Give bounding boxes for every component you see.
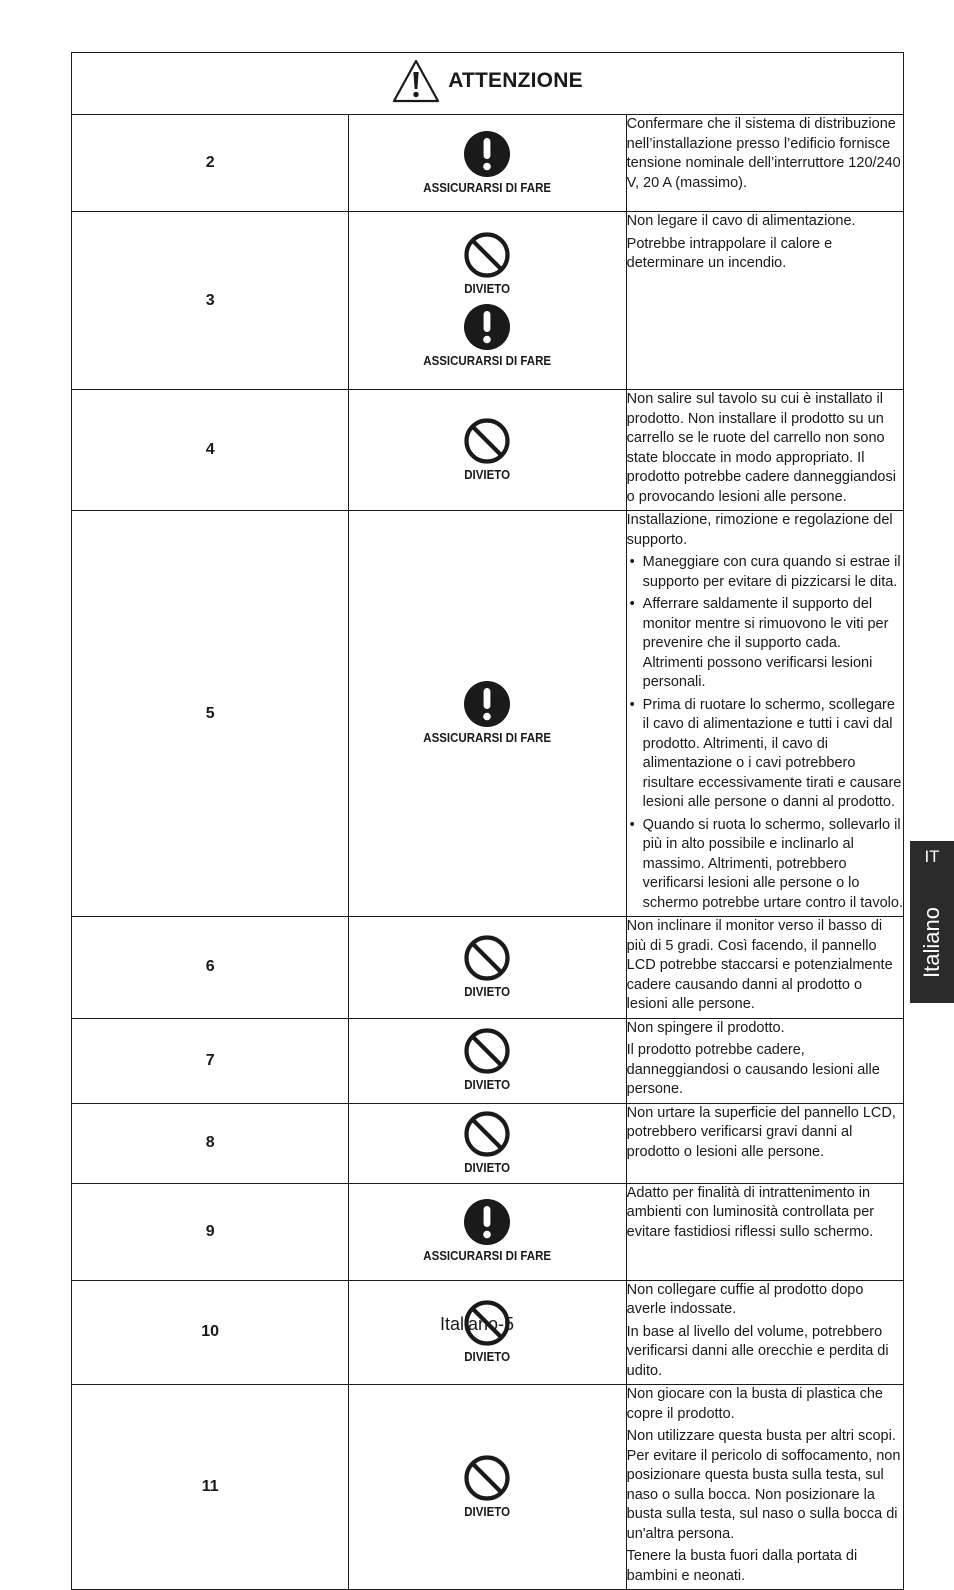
language-side-tab	[910, 841, 954, 1003]
table-row	[72, 1018, 904, 1103]
row-text	[626, 917, 903, 1019]
page-number: Italiano-5	[439, 1314, 515, 1334]
safety-symbol	[349, 231, 625, 298]
paragraph: Non spingere il prodotto.	[626, 1019, 785, 1036]
paragraph: Il prodotto potrebbe cadere, danneggiandosi o causando lesioni alle persone.	[626, 1042, 880, 1097]
row-number: 3	[72, 212, 349, 390]
row-number: 5	[72, 511, 349, 917]
table-row	[72, 917, 904, 1019]
paragraph: Non utilizzare questa busta per altri scopi. Per evitare il pericolo di soffocamento, non posizionare questa busta sulla testa, sul naso o sulla bocca. Non posizionare la busta sulla testa, sul naso o sulla bocca di un'altra persona.	[626, 1428, 901, 1542]
safety-table	[71, 52, 904, 1590]
row-number: 6	[72, 917, 349, 1019]
safety-symbol	[349, 303, 625, 370]
symbol-label: DIVIETO	[464, 467, 511, 482]
bullet-item: • Quando si ruota lo schermo, sollevarlo il più in alto possibile e inclinarlo al massimo. Altrimenti, potrebbero verificarsi lesioni alle persone o lo schermo potrebbe urtare contro il tavolo.	[627, 816, 903, 914]
header-title: ATTENZIONE	[448, 69, 583, 92]
row-text	[626, 511, 903, 917]
safety-symbol	[349, 1454, 625, 1521]
symbol-label: ASSICURARSI DI FARE	[423, 354, 552, 368]
bullet-item: • Prima di ruotare lo schermo, scollegare il cavo di alimentazione e tutti i cavi dal prodotto. Altrimenti, il cavo di alimentazione o i cavi potrebbero risultare eccessivamente tirati e causare lesioni alle persone o danni al prodotto.	[627, 696, 903, 813]
table-row	[72, 1385, 904, 1590]
paragraph: Tenere la busta fuori dalla portata di bambini e neonati.	[626, 1548, 858, 1584]
paragraph: Installazione, rimozione e regolazione del supporto.	[626, 512, 893, 548]
prohibition-icon	[463, 1027, 511, 1075]
bullet-list	[627, 553, 903, 913]
row-text	[626, 212, 903, 390]
row-text	[626, 115, 903, 212]
row-text	[626, 1103, 903, 1183]
safety-symbol	[349, 130, 625, 197]
table-row	[72, 390, 904, 511]
row-text	[626, 390, 903, 511]
row-text	[626, 1018, 903, 1103]
safety-symbol	[349, 1198, 625, 1265]
paragraph: Non giocare con la busta di plastica che copre il prodotto.	[626, 1386, 883, 1422]
language-name: Italiano	[919, 907, 944, 979]
symbol-label: DIVIETO	[464, 282, 511, 296]
row-text	[626, 1183, 903, 1280]
safety-symbol	[349, 417, 625, 484]
table-row	[72, 1183, 904, 1280]
row-icons	[349, 1018, 626, 1103]
paragraph: Non salire sul tavolo su cui è installato il prodotto. Non installare il prodotto su un carrello se le ruote del carrello non sono state bloccate in modo appropriato. Il prodotto potrebbe cadere danneggiandosi o provocando lesioni alle persone.	[626, 391, 896, 505]
paragraph: Non urtare la superficie del pannello LCD, potrebbero verificarsi gravi danni al prodotto o lesioni alle persone.	[626, 1104, 896, 1160]
paragraph: In base al livello del volume, potrebbero verificarsi danni alle orecchie e perdita di udito.	[626, 1323, 889, 1379]
row-icons	[349, 1385, 626, 1590]
row-text	[626, 1385, 903, 1590]
row-icons	[349, 115, 626, 212]
table-body	[72, 53, 904, 1590]
paragraph: Non collegare cuffie al prodotto dopo averle indossate.	[626, 1281, 864, 1317]
exclamation-icon	[463, 680, 511, 728]
symbol-label: ASSICURARSI DI FARE	[423, 1249, 552, 1263]
header-inner	[392, 59, 583, 103]
header-cell	[72, 53, 904, 115]
row-icons	[349, 511, 626, 917]
row-icons	[349, 1103, 626, 1183]
row-icons	[349, 390, 626, 511]
paragraph: Non legare il cavo di alimentazione.	[626, 213, 856, 229]
symbol-label: DIVIETO	[464, 1160, 511, 1175]
table-row	[72, 511, 904, 917]
exclamation-icon	[463, 303, 511, 351]
prohibition-icon	[463, 231, 511, 279]
row-number: 10	[72, 1280, 349, 1385]
row-icons	[349, 917, 626, 1019]
symbol-label: ASSICURARSI DI FARE	[423, 180, 552, 195]
symbol-label: DIVIETO	[464, 1504, 511, 1519]
prohibition-icon	[463, 934, 511, 982]
table-row	[72, 1103, 904, 1183]
warning-triangle-icon	[392, 59, 440, 103]
safety-symbol	[349, 934, 625, 1001]
table-header-row	[72, 53, 904, 115]
symbol-label: ASSICURARSI DI FARE	[423, 731, 552, 745]
prohibition-icon	[463, 1110, 511, 1158]
row-number: 8	[72, 1103, 349, 1183]
prohibition-icon	[463, 417, 511, 465]
table-row	[72, 115, 904, 212]
exclamation-icon	[463, 130, 511, 178]
exclamation-icon	[463, 1198, 511, 1246]
row-number: 11	[72, 1385, 349, 1590]
paragraph: Confermare che il sistema di distribuzione nell’installazione presso l’edificio fornisce tensione nominale dell’interruttore 120/240 V, 20 A (massimo).	[626, 116, 901, 191]
safety-symbol	[349, 1110, 625, 1177]
symbol-label: DIVIETO	[464, 984, 511, 999]
symbol-label: DIVIETO	[464, 1349, 511, 1364]
bullet-item: • Maneggiare con cura quando si estrae il supporto per evitare di pizzicarsi le dita.	[627, 553, 903, 592]
table-row	[72, 212, 904, 390]
symbol-label: DIVIETO	[464, 1078, 511, 1092]
bullet-item: • Afferrare saldamente il supporto del monitor mentre si rimuovono le viti per prevenire che il supporto cada. Altrimenti possono verificarsi lesioni personali.	[627, 595, 903, 693]
prohibition-icon	[463, 1454, 511, 1502]
paragraph: Adatto per finalità di intrattenimento in ambienti con luminosità controllata per evitare fastidiosi riflessi sullo schermo.	[626, 1184, 875, 1240]
row-number: 4	[72, 390, 349, 511]
row-number: 9	[72, 1183, 349, 1280]
safety-symbol	[349, 680, 625, 747]
row-number: 7	[72, 1018, 349, 1103]
paragraph: Non inclinare il monitor verso il basso di più di 5 gradi. Così facendo, il pannello LCD potrebbe staccarsi e potenzialmente cadere causando danni al prodotto o lesioni alle persone.	[626, 918, 893, 1012]
row-icons	[349, 212, 626, 390]
row-icons	[349, 1183, 626, 1280]
language-code: IT	[924, 847, 940, 866]
row-number: 2	[72, 115, 349, 212]
paragraph: Potrebbe intrappolare il calore e determinare un incendio.	[626, 235, 833, 271]
safety-symbol	[349, 1027, 625, 1094]
